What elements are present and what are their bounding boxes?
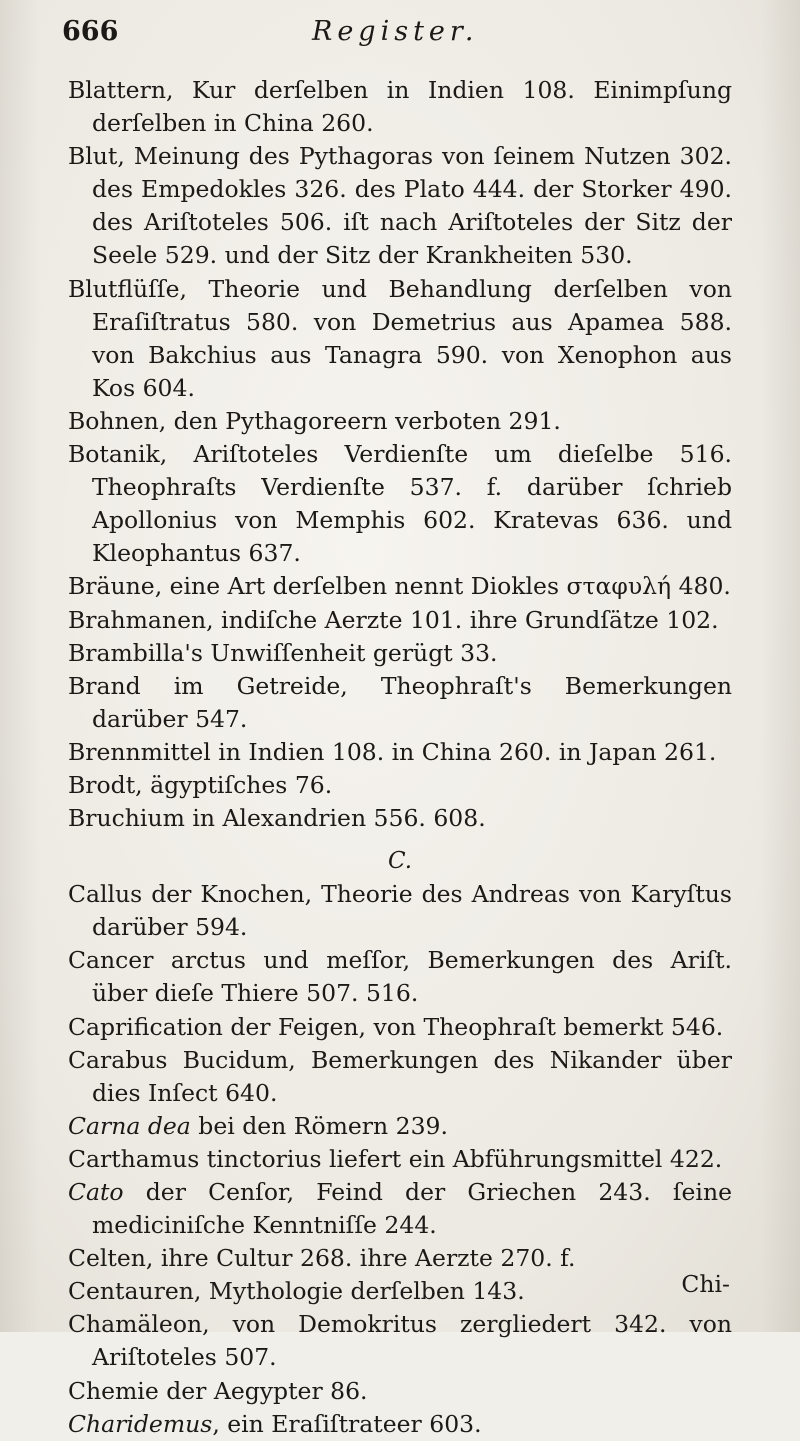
register-entry: Brennmittel in Indien 108. in China 260. in Japan 261. [68, 737, 717, 766]
entry-text: Cancer arctus und meſſor, Bemerkungen des Ariſt. über dieſe Thiere 507. 516. [68, 946, 732, 1008]
page-shadow-right [760, 0, 800, 1332]
register-entry [68, 1275, 732, 1308]
entry-text: Caprification der Feigen, von Theophraſt bemerkt 546. [68, 1012, 724, 1041]
register-entry [68, 1308, 732, 1374]
register-entry: Blut, Meinung des Pythagoras von ſeinem Nutzen 302. des Empedokles 326. des Plato 444. der Storker 490. des Ariſtoteles 506. iſt nach Ariſtoteles der Sitz der Seele 529. und der Sitz der Krankheiten 530. [68, 142, 732, 270]
entry-text: Celten, ihre Cultur 268. ihre Aerzte 270. f. [68, 1244, 576, 1273]
register-text [68, 74, 732, 1441]
register-entry [68, 1375, 732, 1408]
register-entry [68, 1044, 732, 1110]
entry-text: Centauren, Mythologie derſelben 143. [68, 1277, 525, 1306]
entry-text: Callus der Knochen, Theorie des Andreas von Karyſtus darüber 594. [68, 880, 732, 942]
running-title: Register. [312, 16, 479, 47]
register-entry: Bohnen, den Pythagoreern verboten 291. [68, 406, 561, 435]
section-letter: C. [387, 848, 413, 875]
register-entry: Brodt, ägyptiſches 76. [68, 770, 333, 799]
register-entry [68, 1408, 732, 1441]
entry-lead: Cato [68, 1178, 124, 1206]
register-entry: Bruchium in Alexandrien 556. 608. [68, 804, 486, 833]
register-entry [68, 1011, 732, 1044]
register-entry [68, 1242, 732, 1275]
register-entry: Blutflüſſe, Theorie und Behandlung derſelben von Eraſiſtratus 580. von Demetrius aus Apamea 588. von Bakchius aus Tanagra 590. von Xenophon aus Kos 604. [68, 274, 732, 402]
register-entry [68, 1110, 732, 1143]
entry-text: Chamäleon, von Demokritus zergliedert 342. von Ariſtoteles 507. [68, 1310, 732, 1372]
entry-lead: Charidemus [68, 1409, 213, 1438]
register-entry [68, 878, 732, 944]
register-entry: Botanik, Ariſtoteles Verdienſte um dieſelbe 516. Theophraſts Verdienſte 537. f. darüber ſchrieb Apollonius von Memphis 602. Kratevas 636. und Kleophantus 637. [68, 440, 732, 568]
register-entry: Bräune, eine Art derſelben nennt Diokles σταφυλή 480. [68, 572, 731, 601]
entry-text: Carthamus tinctorius liefert ein Abführungsmittel 422. [68, 1144, 723, 1173]
register-entry: Blattern, Kur derſelben in Indien 108. Einimpſung derſelben in China 260. [68, 76, 732, 138]
page-number: 666 [62, 16, 119, 47]
register-entry [68, 944, 732, 1010]
entry-lead: Carna dea [68, 1111, 191, 1140]
entry-text: der Cenſor, Feind der Griechen 243. ſeine mediciniſche Kenntniſſe 244. [92, 1178, 732, 1240]
register-entry [68, 1176, 732, 1242]
entry-text: , ein Eraſiſtrateer 603. [212, 1409, 482, 1438]
register-entry: Brambilla's Unwiſſenheit gerügt 33. [68, 638, 498, 667]
page-shadow-left [0, 0, 40, 1332]
entry-text: Chemie der Aegypter 86. [68, 1376, 368, 1405]
catchword: Chi- [681, 1270, 730, 1298]
entry-text: Carabus Bucidum, Bemerkungen des Nikander über dies Inſect 640. [68, 1045, 732, 1107]
register-entry [68, 1143, 732, 1176]
entry-text: bei den Römern 239. [190, 1111, 448, 1140]
register-entry: Brand im Getreide, Theophraſt's Bemerkungen darüber 547. [68, 671, 732, 733]
register-entry: Brahmanen, indiſche Aerzte 101. ihre Grundſätze 102. [68, 605, 719, 634]
running-header [62, 14, 742, 54]
